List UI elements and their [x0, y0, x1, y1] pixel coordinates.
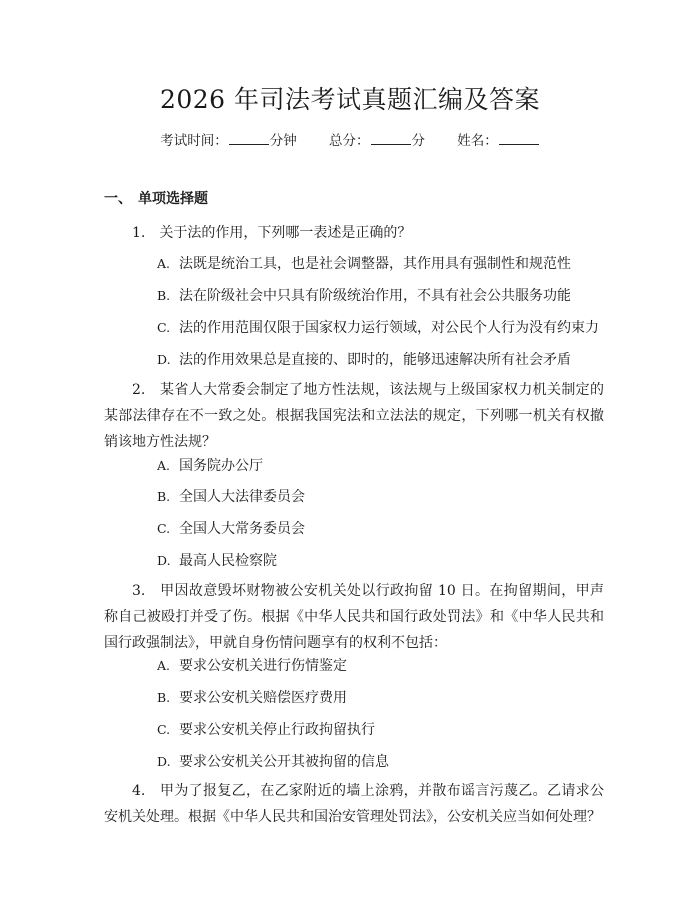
exam-time-blank [229, 130, 269, 145]
section-heading [104, 188, 208, 210]
option-text: 法既是统治工具，也是社会调整器，其作用具有强制性和规范性 [179, 256, 571, 272]
name-label: 姓名： [457, 133, 498, 149]
option-text: 最高人民检察院 [179, 553, 277, 569]
question-3-option-a [157, 655, 347, 677]
option-text: 要求公安机关停止行政拘留执行 [179, 722, 375, 738]
exam-time-unit: 分钟 [269, 133, 297, 149]
option-letter: C. [157, 320, 171, 335]
option-letter: B. [157, 288, 171, 303]
question-1-option-a [157, 253, 571, 275]
section-number: 一、 [104, 191, 132, 207]
question-3-option-b [157, 687, 347, 709]
section-title: 单项选择题 [138, 191, 208, 207]
option-text: 全国人大法律委员会 [179, 489, 305, 505]
option-text: 全国人大常务委员会 [179, 521, 305, 537]
option-letter: B. [157, 690, 171, 705]
question-1-option-d [157, 349, 571, 371]
option-letter: A. [157, 458, 171, 473]
option-text: 法的作用范围仅限于国家权力运行领域，对公民个人行为没有约束力 [179, 320, 599, 336]
exam-meta [0, 130, 700, 151]
question-1-option-c [157, 317, 599, 339]
question-4: 4. 甲为了报复乙，在乙家附近的墙上涂鸦，并散布谣言污蔑乙。乙请求公安机关处理。根据《中华人民共和国治安管理处罚法》，公安机关应当如何处理？ [104, 783, 604, 825]
total-score-label: 总分： [329, 133, 370, 149]
question-2-option-b [157, 486, 305, 508]
exam-time-field [160, 130, 297, 151]
exam-time-label: 考试时间： [160, 133, 228, 149]
option-text: 法的作用效果总是直接的、即时的，能够迅速解决所有社会矛盾 [179, 352, 571, 368]
total-score-field [329, 130, 425, 151]
option-letter: D. [157, 352, 171, 367]
option-letter: B. [157, 489, 171, 504]
option-letter: A. [157, 658, 171, 673]
question-3-option-c [157, 719, 375, 741]
option-letter: C. [157, 521, 171, 536]
option-letter: D. [157, 754, 171, 769]
question-1: 1. 关于法的作用，下列哪一表述是正确的？ [132, 225, 412, 241]
name-blank [499, 130, 539, 145]
option-text: 要求公安机关赔偿医疗费用 [179, 690, 347, 706]
option-text: 要求公安机关进行伤情鉴定 [179, 658, 347, 674]
option-letter: C. [157, 722, 171, 737]
option-letter: A. [157, 256, 171, 271]
question-2-option-c [157, 518, 305, 540]
name-field [457, 130, 540, 151]
option-text: 要求公安机关公开其被拘留的信息 [179, 754, 389, 770]
question-3-option-d [157, 751, 389, 773]
page-title: 2026 年司法考试真题汇编及答案 [159, 85, 541, 114]
question-2-option-a [157, 455, 263, 477]
question-2: 2. 某省人大常委会制定了地方性法规，该法规与上级国家权力机关制定的某部法律存在不一致之处。根据我国宪法和立法法的规定，下列哪一机关有权撤销该地方性法规？ [104, 382, 604, 450]
total-score-blank [371, 130, 411, 145]
question-2-option-d [157, 550, 277, 572]
option-letter: D. [157, 553, 171, 568]
option-text: 国务院办公厅 [179, 458, 263, 474]
question-3: 3. 甲因故意毁坏财物被公安机关处以行政拘留 10 日。在拘留期间，甲声称自己被殴打并受了伤。根据《中华人民共和国行政处罚法》和《中华人民共和国行政强制法》，甲就自身伤情问题享有的权利不包括： [104, 583, 604, 651]
total-score-unit: 分 [411, 133, 425, 149]
option-text: 法在阶级社会中只具有阶级统治作用，不具有社会公共服务功能 [179, 288, 571, 304]
question-1-option-b [157, 285, 571, 307]
